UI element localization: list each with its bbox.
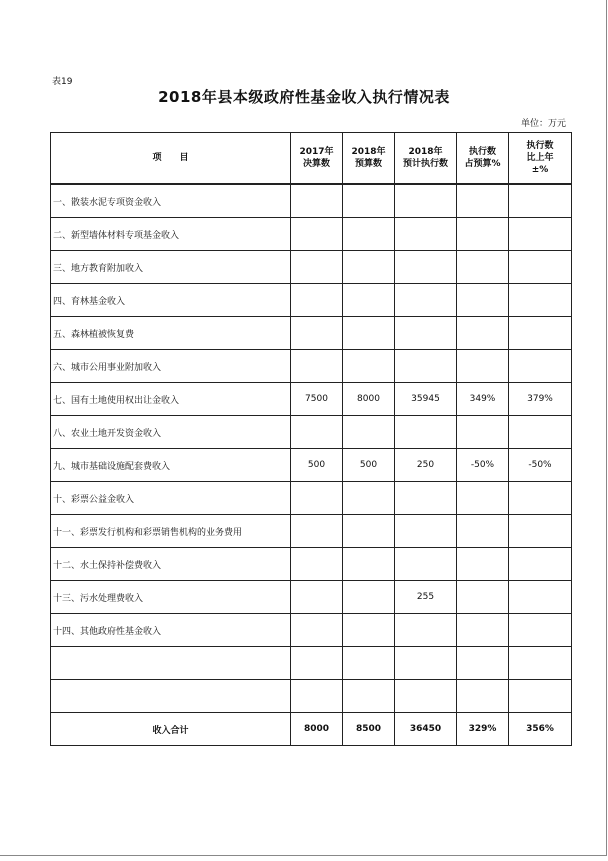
cell-exec-vs-budget [457,251,509,284]
row-item: 十一、彩票发行机构和彩票销售机构的业务费用 [51,515,291,548]
cell-exec-vs-last-year: -50% [509,449,572,482]
row-item: 十四、其他政府性基金收入 [51,614,291,647]
cell-exec-vs-last-year: 379% [509,383,572,416]
cell-exec-vs-budget [457,614,509,647]
cell-2018-estimated [395,515,457,548]
cell-2018-budget [343,284,395,317]
row-item [51,680,291,713]
cell-exec-vs-budget [457,218,509,251]
cell-2018-estimated [395,416,457,449]
row-item [51,647,291,680]
cell-2018-estimated [395,548,457,581]
row-item: 五、森林植被恢复费 [51,317,291,350]
table-row [51,350,572,383]
cell-2017-final [291,680,343,713]
cell-exec-vs-last-year [509,317,572,350]
cell-2018-budget [343,647,395,680]
total-exec-vs-budget: 329% [457,713,509,746]
row-item: 十二、水土保持补偿费收入 [51,548,291,581]
cell-2018-budget [343,515,395,548]
row-item: 十、彩票公益金收入 [51,482,291,515]
total-2017-final: 8000 [291,713,343,746]
cell-2017-final [291,416,343,449]
cell-exec-vs-budget: -50% [457,449,509,482]
cell-2018-budget: 8000 [343,383,395,416]
page-title: 2018年县本级政府性基金收入执行情况表 [158,88,450,106]
cell-2017-final [291,581,343,614]
table-row [51,449,572,482]
cell-exec-vs-budget [457,416,509,449]
total-2018-estimated: 36450 [395,713,457,746]
cell-2018-estimated [395,350,457,383]
table-row [51,416,572,449]
table-row [51,482,572,515]
cell-2018-estimated [395,218,457,251]
table-row [51,251,572,284]
table-row [51,317,572,350]
cell-exec-vs-budget [457,350,509,383]
table-row [51,647,572,680]
table-row [51,184,572,218]
cell-2018-estimated [395,482,457,515]
cell-2018-budget [343,184,395,218]
cell-exec-vs-budget [457,647,509,680]
cell-2018-estimated: 250 [395,449,457,482]
cell-2017-final [291,647,343,680]
row-item: 七、国有土地使用权出让金收入 [51,383,291,416]
cell-2017-final [291,284,343,317]
cell-2018-budget [343,350,395,383]
row-item: 四、育林基金收入 [51,284,291,317]
cell-2017-final: 7500 [291,383,343,416]
total-row [51,713,572,746]
table-row [51,680,572,713]
cell-2017-final [291,482,343,515]
cell-2018-budget [343,317,395,350]
cell-2017-final [291,614,343,647]
cell-exec-vs-budget [457,184,509,218]
table-row [51,581,572,614]
cell-2017-final [291,317,343,350]
row-item: 十三、污水处理费收入 [51,581,291,614]
cell-exec-vs-last-year [509,416,572,449]
cell-exec-vs-last-year [509,184,572,218]
cell-2018-estimated: 255 [395,581,457,614]
cell-exec-vs-last-year [509,614,572,647]
cell-exec-vs-last-year [509,350,572,383]
cell-2018-budget [343,218,395,251]
cell-2017-final [291,251,343,284]
header-exec-vs-last-year: 执行数 比上年 ±% [509,133,572,185]
cell-2017-final: 500 [291,449,343,482]
cell-exec-vs-last-year [509,548,572,581]
row-item: 九、城市基础设施配套费收入 [51,449,291,482]
header-item: 项 目 [51,133,291,185]
cell-exec-vs-budget [457,581,509,614]
table-row [51,614,572,647]
cell-exec-vs-last-year [509,581,572,614]
total-exec-vs-last-year: 356% [509,713,572,746]
header-row [51,133,572,185]
cell-2017-final [291,548,343,581]
cell-2018-budget [343,482,395,515]
cell-2018-estimated [395,317,457,350]
cell-2018-estimated [395,251,457,284]
cell-2018-budget [343,251,395,284]
header-2018-estimated: 2018年 预计执行数 [395,133,457,185]
total-label: 收入合计 [51,713,291,746]
cell-exec-vs-budget [457,515,509,548]
row-item: 二、新型墙体材料专项基金收入 [51,218,291,251]
cell-exec-vs-budget [457,284,509,317]
cell-2018-estimated [395,680,457,713]
table-row [51,548,572,581]
row-item: 三、地方教育附加收入 [51,251,291,284]
cell-exec-vs-last-year [509,251,572,284]
table-row [51,218,572,251]
row-item: 一、散装水泥专项资金收入 [51,184,291,218]
cell-2018-estimated [395,647,457,680]
table-row [51,515,572,548]
cell-2017-final [291,515,343,548]
table-row [51,383,572,416]
cell-2018-budget: 500 [343,449,395,482]
cell-2017-final [291,218,343,251]
header-2017-final: 2017年 决算数 [291,133,343,185]
table-number: 表19 [52,77,73,87]
cell-2018-estimated [395,284,457,317]
table-row [51,284,572,317]
header-2018-budget: 2018年 预算数 [343,133,395,185]
unit-label: 单位：万元 [520,119,566,129]
cell-2018-budget [343,548,395,581]
cell-exec-vs-last-year [509,284,572,317]
cell-exec-vs-budget [457,680,509,713]
header-exec-vs-budget: 执行数 占预算% [457,133,509,185]
cell-2017-final [291,184,343,218]
cell-exec-vs-budget [457,548,509,581]
cell-exec-vs-last-year [509,647,572,680]
cell-2018-budget [343,614,395,647]
cell-2017-final [291,350,343,383]
cell-exec-vs-budget [457,317,509,350]
cell-2018-budget [343,581,395,614]
cell-exec-vs-budget: 349% [457,383,509,416]
cell-exec-vs-budget [457,482,509,515]
cell-2018-estimated [395,184,457,218]
cell-2018-budget [343,680,395,713]
cell-2018-estimated [395,614,457,647]
cell-2018-estimated: 35945 [395,383,457,416]
cell-2018-budget [343,416,395,449]
cell-exec-vs-last-year [509,218,572,251]
row-item: 八、农业土地开发资金收入 [51,416,291,449]
cell-exec-vs-last-year [509,515,572,548]
fund-revenue-table [50,132,572,746]
cell-exec-vs-last-year [509,680,572,713]
total-2018-budget: 8500 [343,713,395,746]
row-item: 六、城市公用事业附加收入 [51,350,291,383]
cell-exec-vs-last-year [509,482,572,515]
